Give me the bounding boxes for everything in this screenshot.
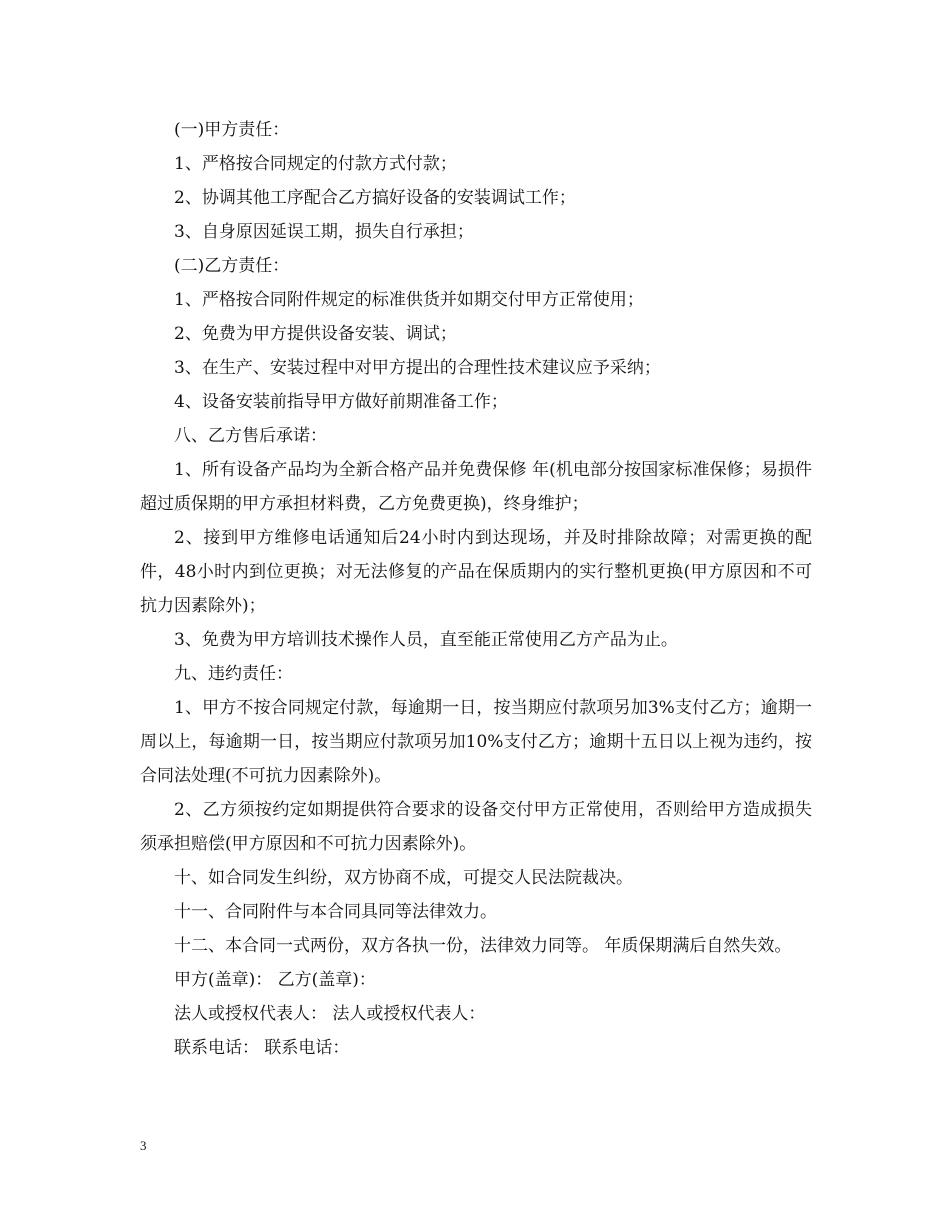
clause-11: 十一、合同附件与本合同具同等法律效力。 bbox=[174, 902, 497, 922]
party-b-duty-4: 4、设备安装前指导甲方做好前期准备工作； bbox=[174, 392, 508, 412]
after-sales-2: 2、接到甲方维修电话通知后24小时内到达现场，并及时排除故障；对需更换的配件，48小时内到位更换；对无法修复的产品在保质期内的实行整机更换(甲方原因和不可抗力因素除外)； bbox=[140, 528, 812, 616]
signature-seal-line: 甲方(盖章)： 乙方(盖章)： bbox=[174, 970, 376, 990]
party-a-duty-1: 1、严格按合同规定的付款方式付款； bbox=[174, 154, 457, 174]
signature-representative-line: 法人或授权代表人： 法人或授权代表人： bbox=[174, 1004, 486, 1024]
document-body bbox=[140, 113, 812, 1065]
party-a-duty-2: 2、协调其他工序配合乙方搞好设备的安装调试工作； bbox=[174, 188, 576, 208]
heading-after-sales: 八、乙方售后承诺： bbox=[174, 426, 327, 446]
party-a-duty-3: 3、自身原因延误工期，损失自行承担； bbox=[174, 222, 474, 242]
heading-party-a-duties: (一)甲方责任： bbox=[174, 120, 290, 140]
heading-party-b-duties: (二)乙方责任： bbox=[174, 256, 290, 276]
party-b-duty-1: 1、严格按合同附件规定的标准供货并如期交付甲方正常使用； bbox=[174, 290, 644, 310]
page-number: 3 bbox=[140, 1138, 147, 1153]
after-sales-3: 3、免费为甲方培训技术操作人员，直至能正常使用乙方产品为止。 bbox=[174, 630, 678, 650]
clause-10: 十、如合同发生纠纷，双方协商不成，可提交人民法院裁决。 bbox=[174, 868, 633, 888]
breach-2: 2、乙方须按约定如期提供符合要求的设备交付甲方正常使用，否则给甲方造成损失须承担赔偿(甲方原因和不可抗力因素除外)。 bbox=[140, 800, 812, 854]
signature-phone-line: 联系电话： 联系电话： bbox=[174, 1038, 350, 1058]
clause-12: 十二、本合同一式两份，双方各执一份，法律效力同等。 年质保期满后自然失效。 bbox=[174, 936, 792, 956]
party-b-duty-3: 3、在生产、安装过程中对甲方提出的合理性技术建议应予采纳； bbox=[174, 358, 661, 378]
after-sales-1: 1、所有设备产品均为全新合格产品并免费保修 年(机电部分按国家标准保修；易损件超过质保期的甲方承担材料费，乙方免费更换)，终身维护； bbox=[140, 460, 812, 514]
party-b-duty-2: 2、免费为甲方提供设备安装、调试； bbox=[174, 324, 457, 344]
heading-breach: 九、违约责任： bbox=[174, 664, 293, 684]
breach-1: 1、甲方不按合同规定付款，每逾期一日，按当期应付款项另加3%支付乙方；逾期一周以上，每逾期一日，按当期应付款项另加10%支付乙方；逾期十五日以上视为违约，按合同法处理(不可抗力因素除外)。 bbox=[140, 698, 812, 786]
